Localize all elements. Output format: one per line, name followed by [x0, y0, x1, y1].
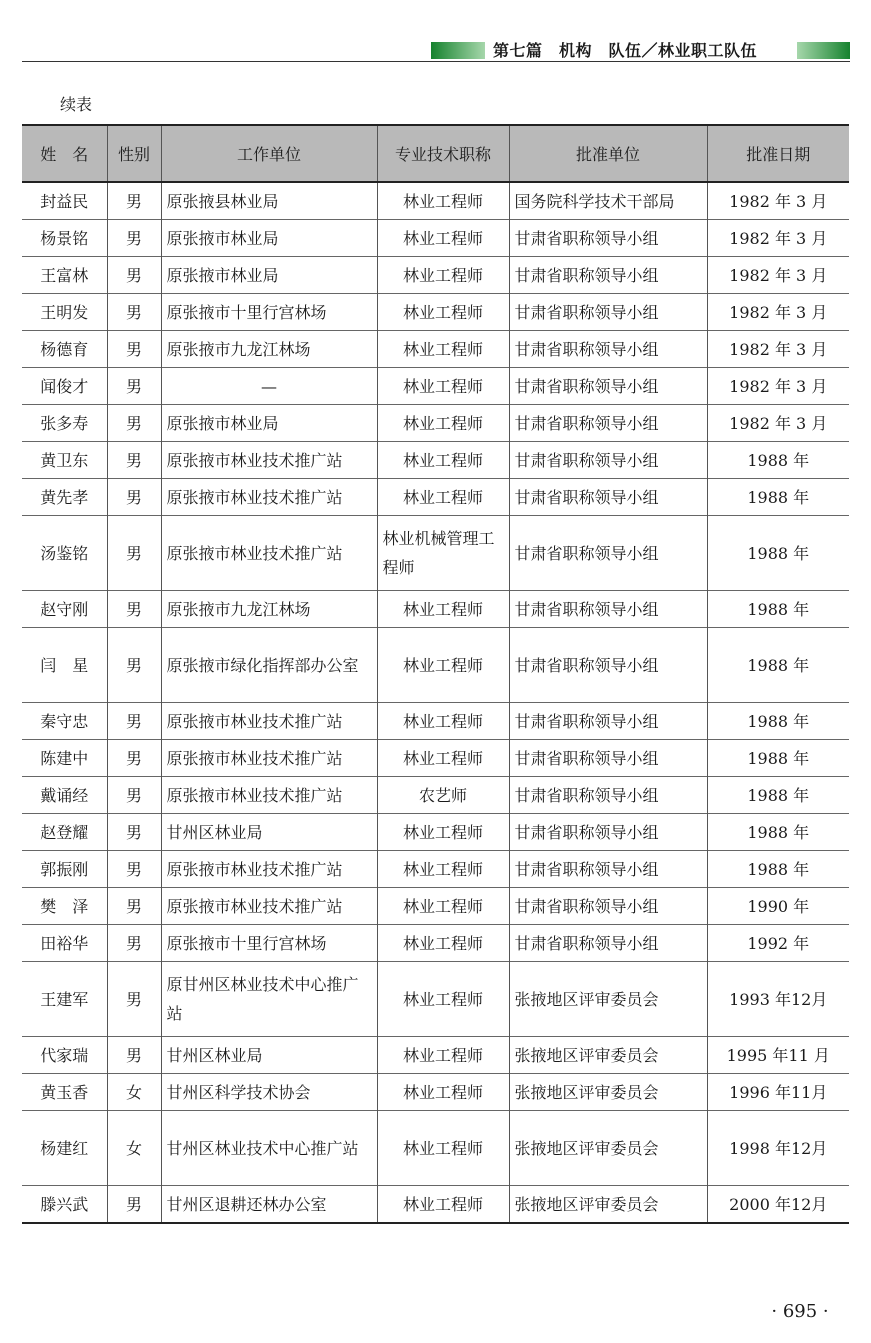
name-cell: 滕兴武 [22, 1186, 107, 1224]
work-unit-cell: 原张掖市十里行宫林场 [161, 294, 377, 331]
title-cell: 林业工程师 [377, 368, 509, 405]
column-header: 批准单位 [509, 125, 707, 182]
name-cell: 黄先孝 [22, 479, 107, 516]
date-cell: 1990 年 [707, 888, 849, 925]
header-accent-bar-right [797, 42, 850, 59]
work-unit-cell: 原张掖县林业局 [161, 182, 377, 220]
date-cell: 1995 年11 月 [707, 1037, 849, 1074]
date-cell: 2000 年12月 [707, 1186, 849, 1224]
table-row [22, 591, 849, 628]
title-cell: 林业工程师 [377, 220, 509, 257]
gender-cell: 男 [107, 591, 161, 628]
approver-cell: 甘肃省职称领导小组 [509, 220, 707, 257]
title-cell: 农艺师 [377, 777, 509, 814]
column-header: 批准日期 [707, 125, 849, 182]
gender-cell: 男 [107, 777, 161, 814]
work-unit-cell: 原张掖市林业技术推广站 [161, 740, 377, 777]
table-row [22, 628, 849, 703]
approver-cell: 甘肃省职称领导小组 [509, 777, 707, 814]
table-row [22, 777, 849, 814]
work-unit-cell: 原张掖市林业局 [161, 257, 377, 294]
title-cell: 林业工程师 [377, 703, 509, 740]
work-unit-cell: 甘州区林业局 [161, 1037, 377, 1074]
title-cell: 林业工程师 [377, 925, 509, 962]
name-cell: 张多寿 [22, 405, 107, 442]
date-cell: 1988 年 [707, 851, 849, 888]
name-cell: 黄卫东 [22, 442, 107, 479]
gender-cell: 男 [107, 220, 161, 257]
approver-cell: 甘肃省职称领导小组 [509, 516, 707, 591]
name-cell: 杨德育 [22, 331, 107, 368]
name-cell: 汤鉴铭 [22, 516, 107, 591]
header-accent-bar-left [431, 42, 485, 59]
work-unit-cell: 原张掖市林业局 [161, 405, 377, 442]
gender-cell: 女 [107, 1111, 161, 1186]
approver-cell: 甘肃省职称领导小组 [509, 479, 707, 516]
table-body [22, 182, 849, 1223]
table-row [22, 1074, 849, 1111]
approver-cell: 甘肃省职称领导小组 [509, 294, 707, 331]
gender-cell: 男 [107, 703, 161, 740]
date-cell: 1982 年 3 月 [707, 405, 849, 442]
name-cell: 田裕华 [22, 925, 107, 962]
title-cell: 林业机械管理工程师 [377, 516, 509, 591]
name-cell: 闫 星 [22, 628, 107, 703]
date-cell: 1988 年 [707, 516, 849, 591]
title-cell: 林业工程师 [377, 814, 509, 851]
work-unit-cell: 甘州区林业技术中心推广站 [161, 1111, 377, 1186]
title-cell: 林业工程师 [377, 479, 509, 516]
table-row [22, 220, 849, 257]
table-row [22, 962, 849, 1037]
work-unit-cell: 甘州区科学技术协会 [161, 1074, 377, 1111]
date-cell: 1996 年11月 [707, 1074, 849, 1111]
title-cell: 林业工程师 [377, 1037, 509, 1074]
table-row [22, 182, 849, 220]
work-unit-cell: 原张掖市九龙江林场 [161, 591, 377, 628]
table-header-row [22, 125, 849, 182]
gender-cell: 男 [107, 516, 161, 591]
table-row [22, 925, 849, 962]
work-unit-cell: 原张掖市林业局 [161, 220, 377, 257]
work-unit-cell: 原张掖市林业技术推广站 [161, 442, 377, 479]
column-header: 姓 名 [22, 125, 107, 182]
table-row [22, 1037, 849, 1074]
approver-cell: 张掖地区评审委员会 [509, 1074, 707, 1111]
table-row [22, 442, 849, 479]
name-cell: 王富林 [22, 257, 107, 294]
table-row [22, 405, 849, 442]
gender-cell: 男 [107, 442, 161, 479]
table-row [22, 888, 849, 925]
title-cell: 林业工程师 [377, 257, 509, 294]
table-row [22, 294, 849, 331]
gender-cell: 男 [107, 479, 161, 516]
name-cell: 樊 泽 [22, 888, 107, 925]
name-cell: 代家瑞 [22, 1037, 107, 1074]
name-cell: 封益民 [40, 191, 89, 211]
table-row [22, 851, 849, 888]
work-unit-cell: 甘州区退耕还林办公室 [161, 1186, 377, 1224]
work-unit-cell: — [161, 368, 377, 405]
name-cell: 杨建红 [22, 1111, 107, 1186]
title-cell: 林业工程师 [377, 1111, 509, 1186]
name-cell: 郭振刚 [22, 851, 107, 888]
work-unit-cell: 原张掖市十里行宫林场 [161, 925, 377, 962]
column-header: 专业技术职称 [377, 125, 509, 182]
date-cell: 1992 年 [707, 925, 849, 962]
date-cell: 1988 年 [707, 777, 849, 814]
work-unit-cell: 原张掖市林业技术推广站 [161, 516, 377, 591]
name-cell: 赵登耀 [22, 814, 107, 851]
column-header: 工作单位 [161, 125, 377, 182]
table-row [22, 1186, 849, 1224]
gender-cell: 男 [107, 257, 161, 294]
table-row [22, 368, 849, 405]
gender-cell: 男 [107, 740, 161, 777]
date-cell: 1982 年 3 月 [707, 182, 849, 220]
approver-cell: 甘肃省职称领导小组 [509, 925, 707, 962]
header-rule [22, 61, 850, 62]
page-number: · 695 · [771, 1301, 829, 1322]
name-cell: 王明发 [22, 294, 107, 331]
date-cell: 1993 年12月 [707, 962, 849, 1037]
approver-cell: 张掖地区评审委员会 [509, 962, 707, 1037]
gender-cell: 男 [107, 851, 161, 888]
approver-cell: 甘肃省职称领导小组 [509, 405, 707, 442]
date-cell: 1988 年 [707, 591, 849, 628]
title-cell: 林业工程师 [377, 740, 509, 777]
work-unit-cell: 原张掖市林业技术推广站 [161, 479, 377, 516]
title-cell: 林业工程师 [377, 1186, 509, 1224]
table-caption: 续表 [60, 95, 93, 114]
work-unit-cell: 原张掖市林业技术推广站 [161, 777, 377, 814]
gender-cell: 男 [107, 405, 161, 442]
title-cell: 林业工程师 [377, 331, 509, 368]
date-cell: 1988 年 [707, 479, 849, 516]
work-unit-cell: 原张掖市绿化指挥部办公室 [161, 628, 377, 703]
date-cell: 1988 年 [707, 703, 849, 740]
gender-cell: 男 [107, 962, 161, 1037]
approver-cell: 张掖地区评审委员会 [509, 1186, 707, 1224]
gender-cell: 男 [107, 888, 161, 925]
title-cell: 林业工程师 [377, 591, 509, 628]
work-unit-cell: 原张掖市九龙江林场 [161, 331, 377, 368]
column-header: 性别 [107, 125, 161, 182]
name-cell: 黄玉香 [22, 1074, 107, 1111]
table-row [22, 740, 849, 777]
approver-cell: 国务院科学技术干部局 [509, 182, 707, 220]
approver-cell: 甘肃省职称领导小组 [509, 628, 707, 703]
title-cell: 林业工程师 [377, 851, 509, 888]
name-cell: 杨景铭 [22, 220, 107, 257]
date-cell: 1998 年12月 [707, 1111, 849, 1186]
approver-cell: 甘肃省职称领导小组 [509, 257, 707, 294]
table-row [22, 703, 849, 740]
gender-cell: 男 [107, 331, 161, 368]
name-cell: 戴诵经 [22, 777, 107, 814]
approver-cell: 甘肃省职称领导小组 [509, 814, 707, 851]
title-cell: 林业工程师 [377, 888, 509, 925]
approver-cell: 张掖地区评审委员会 [509, 1037, 707, 1074]
name-cell: 秦守忠 [22, 703, 107, 740]
approver-cell: 甘肃省职称领导小组 [509, 591, 707, 628]
gender-cell: 男 [107, 1037, 161, 1074]
title-cell: 林业工程师 [377, 1074, 509, 1111]
title-cell: 林业工程师 [377, 182, 509, 220]
date-cell: 1982 年 3 月 [707, 368, 849, 405]
date-cell: 1982 年 3 月 [707, 294, 849, 331]
approver-cell: 甘肃省职称领导小组 [509, 442, 707, 479]
approver-cell: 甘肃省职称领导小组 [509, 740, 707, 777]
date-cell: 1988 年 [707, 814, 849, 851]
name-cell: 闻俊才 [22, 368, 107, 405]
approver-cell: 甘肃省职称领导小组 [509, 851, 707, 888]
date-cell: 1988 年 [707, 740, 849, 777]
table-row [22, 1111, 849, 1186]
gender-cell: 男 [107, 925, 161, 962]
approver-cell: 甘肃省职称领导小组 [509, 331, 707, 368]
table-row [22, 516, 849, 591]
title-cell: 林业工程师 [377, 294, 509, 331]
table-row [22, 479, 849, 516]
title-cell: 林业工程师 [377, 962, 509, 1037]
gender-cell: 男 [107, 368, 161, 405]
date-cell: 1982 年 3 月 [707, 331, 849, 368]
date-cell: 1982 年 3 月 [707, 220, 849, 257]
gender-cell: 女 [107, 1074, 161, 1111]
approver-cell: 张掖地区评审委员会 [509, 1111, 707, 1186]
approver-cell: 甘肃省职称领导小组 [509, 888, 707, 925]
name-cell: 王建军 [22, 962, 107, 1037]
title-cell: 林业工程师 [377, 442, 509, 479]
gender-cell: 男 [107, 182, 161, 220]
title-cell: 林业工程师 [377, 628, 509, 703]
table-row [22, 331, 849, 368]
chapter-title: 第七篇 机构 队伍／林业职工队伍 [493, 41, 758, 60]
work-unit-cell: 原张掖市林业技术推广站 [161, 888, 377, 925]
work-unit-cell: 原张掖市林业技术推广站 [161, 703, 377, 740]
title-cell: 林业工程师 [377, 405, 509, 442]
approver-cell: 甘肃省职称领导小组 [509, 368, 707, 405]
gender-cell: 男 [107, 814, 161, 851]
table-row [22, 257, 849, 294]
work-unit-cell: 原甘州区林业技术中心推广站 [161, 962, 377, 1037]
gender-cell: 男 [107, 628, 161, 703]
date-cell: 1982 年 3 月 [707, 257, 849, 294]
gender-cell: 男 [107, 294, 161, 331]
date-cell: 1988 年 [707, 628, 849, 703]
name-cell: 赵守刚 [22, 591, 107, 628]
work-unit-cell: 甘州区林业局 [161, 814, 377, 851]
approver-cell: 甘肃省职称领导小组 [509, 703, 707, 740]
date-cell: 1988 年 [707, 442, 849, 479]
work-unit-cell: 原张掖市林业技术推广站 [161, 851, 377, 888]
table-row [22, 814, 849, 851]
gender-cell: 男 [107, 1186, 161, 1224]
staff-title-table [22, 124, 849, 1224]
name-cell: 陈建中 [22, 740, 107, 777]
